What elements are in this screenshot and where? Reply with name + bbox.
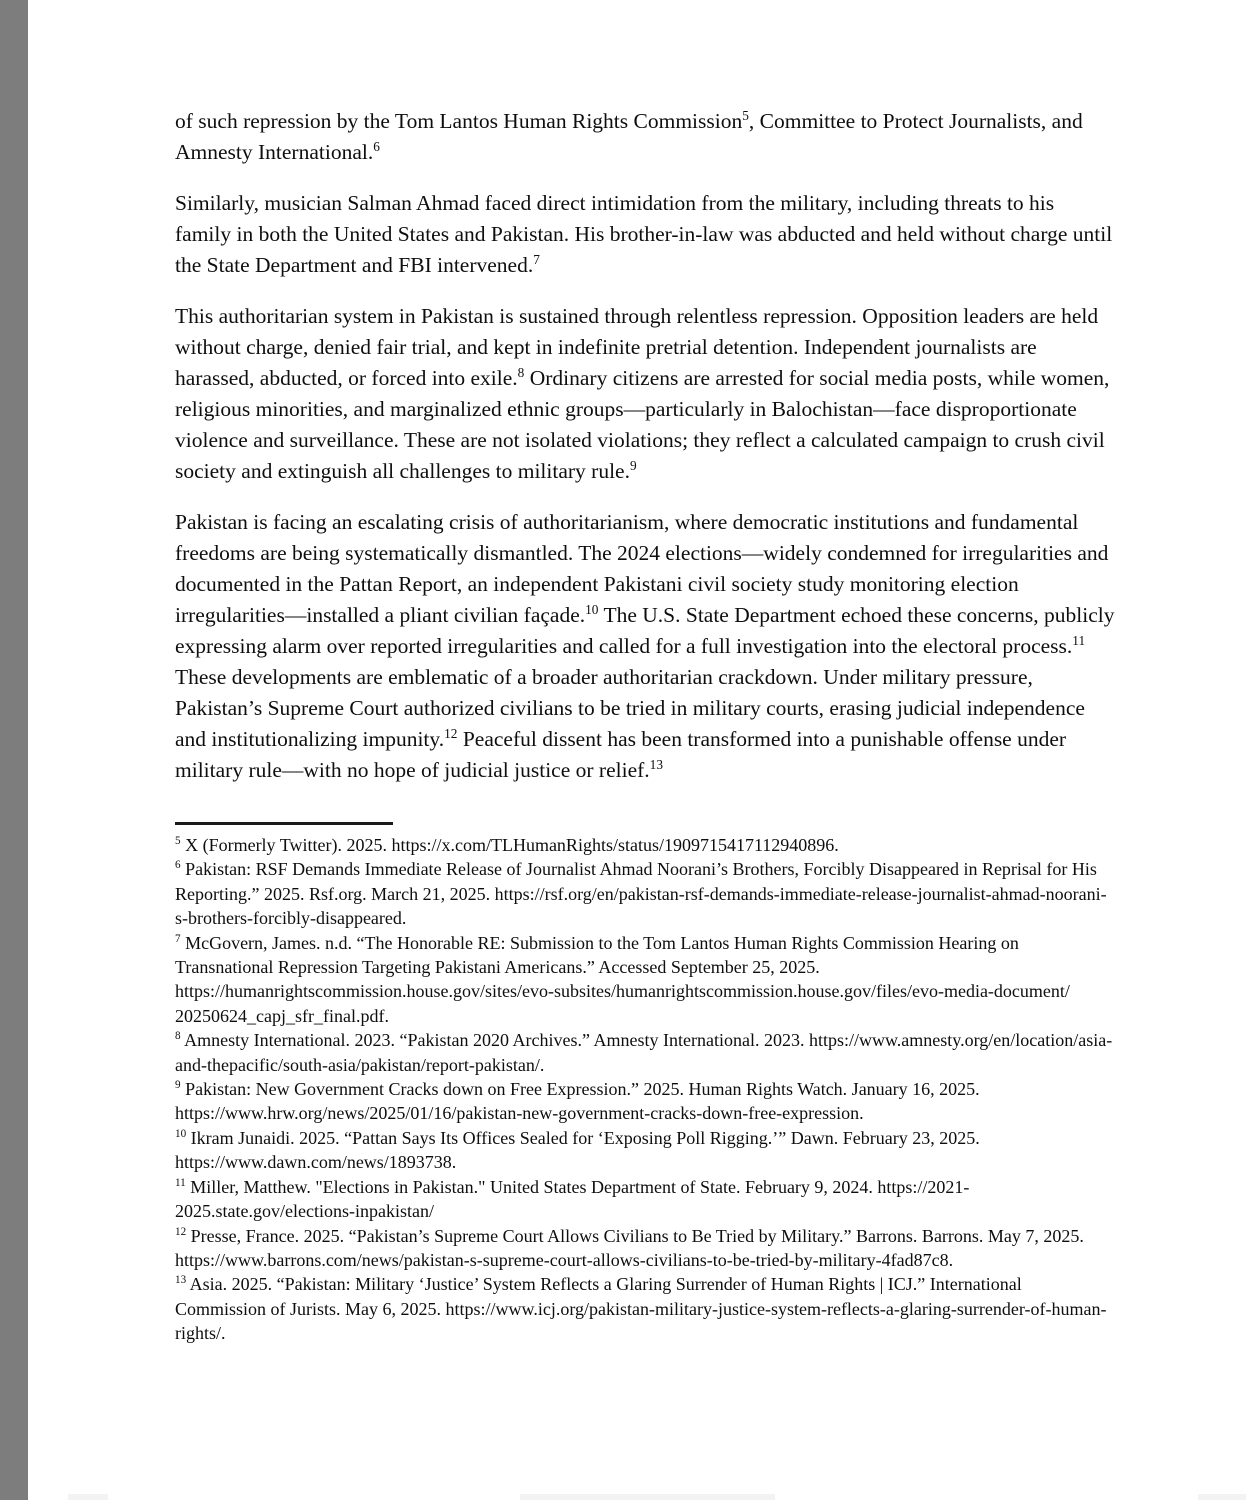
footnote-number: 7 [175, 932, 181, 945]
footnote-ref: 8 [517, 364, 525, 380]
footnote-ref: 5 [742, 107, 749, 123]
footnote-number: 5 [175, 835, 181, 847]
footnote-ref: 13 [649, 756, 663, 772]
body-text-run: Similarly, musician Salman Ahmad faced direct intimidation from the military, including threats to his family in both the United States and Pakistan. His brother-in-law was abducted and held without charge until the State Department and FBI intervened. [175, 191, 1113, 277]
footnote-number: 12 [175, 1225, 187, 1238]
body-text-run: Peaceful dissent has been transformed into a punishable offense under military rule—with no hope of judicial justice or relief. [175, 727, 1067, 782]
footnote-ref: 7 [533, 251, 540, 267]
body-text-run: These developments are emblematic of a broader authoritarian crackdown. Under military pressure, Pakistan’s Supreme Court authorized civilians to be tried in military courts, erasing judicial independence and institutionalizing impunity. [175, 665, 1085, 751]
body-text-run: This authoritarian system in Pakistan is sustained through relentless repression. Opposition leaders are held without charge, denied fair trial, and kept in indefinite pretrial detention. Independent journalists are harassed, abducted, or forced into exile. [175, 304, 1099, 390]
footnote-ref: 9 [629, 457, 637, 473]
footnote-number: 9 [175, 1079, 181, 1092]
footnote-number: 6 [175, 859, 181, 872]
footnote-ref: 6 [373, 138, 380, 154]
body-paragraph [175, 106, 1115, 168]
footnote-item: $^{11}$ Miller, Matthew. "Elections in Pakistan." United States Department of State. February 9, 2024. https://2021-2025.state.gov/elections-inpakistan/ [175, 1176, 970, 1222]
footnote-item: $^{10}$ Ikram Junaidi. 2025. “Pattan Says Its Offices Sealed for ‘Exposing Poll Rigging.’” Dawn. February 23, 2025. https://www.dawn.com/news/1893738. [175, 1127, 980, 1173]
bottom-artifact [1198, 1494, 1246, 1500]
bottom-artifact [68, 1494, 108, 1500]
left-gutter-bar [0, 0, 28, 1500]
footnote-ref: 10 [585, 601, 599, 617]
footnote-item: $^8$ Amnesty International. 2023. “Pakistan 2020 Archives.” Amnesty International. 2023. https://www.amnesty.org/en/location/asia-and-thepacific/south-asia/pakistan/report-pakistan/. [175, 1030, 1113, 1075]
document-page [175, 0, 1115, 1346]
body-text-run: The U.S. State Department echoed these concerns, publicly expressing alarm over reported irregularities and called for a full investigation into the electoral process. [175, 603, 1115, 658]
bottom-artifact [520, 1494, 775, 1500]
footnote-item: $^9$ Pakistan: New Government Cracks down on Free Expression.” 2025. Human Rights Watch. January 16, 2025. https://www.hrw.org/news/2025/01/16/pakistan-new-government-cracks-down-free-expression. [175, 1079, 980, 1124]
footnote-item: $^6$ Pakistan: RSF Demands Immediate Release of Journalist Ahmad Noorani’s Brothers, Forcibly Disappeared in Reprisal for His Reporting.” 2025. Rsf.org. March 21, 2025. https://rsf.org/en/pakistan-rsf-demands-immediate-release-journalist-ahmad-noorani-s-brothers-forcibly-disappeared. [175, 859, 1107, 929]
body-paragraphs [175, 106, 1115, 786]
footnote-ref: 11 [1072, 632, 1086, 648]
body-text-run: Ordinary citizens are arrested for social media posts, while women, religious minorities, and marginalized ethnic groups—particularly in Balochistan—face disproportionate violence and surveillance. These are not isolated violations; they reflect a calculated campaign to crush civil society and extinguish all challenges to military rule. [175, 366, 1110, 483]
footnote-item: $^7$ McGovern, James. n.d. “The Honorable RE: Submission to the Tom Lantos Human Rights Commission Hearing on Transnational Repression Targeting Pakistani Americans.” Accessed September 25, 2025. https://humanrightscommission.house.gov/sites/evo-subsites/humanrightscommission.house.gov/files/evo-media-document/ 20250624_capj_sfr_final.pdf. [175, 932, 1070, 1026]
body-text-run: of such repression by the Tom Lantos Human Rights Commission [175, 109, 743, 133]
footnote-ref: 12 [444, 725, 458, 741]
footnote-separator [175, 822, 393, 825]
body-text-run: , Committee to Protect Journalists, and Amnesty International. [175, 109, 1083, 164]
footnote-number: 8 [175, 1030, 181, 1043]
footnote-number: 11 [175, 1176, 186, 1189]
body-paragraph [175, 507, 1115, 786]
body-paragraph [175, 301, 1115, 487]
footnote-item: $^{12}$ Presse, France. 2025. “Pakistan’s Supreme Court Allows Civilians to Be Tried by Military.” Barrons. Barrons. May 7, 2025. https://www.barrons.com/news/pakistan-s-supreme-court-allows-civilians-to-be-tried-by-military-4fad87c8. [175, 1225, 1084, 1270]
footnotes-list [175, 833, 1115, 1346]
footnote-item: $^5$ X (Formerly Twitter). 2025. https://x.com/TLHumanRights/status/1909715417112940896. [175, 835, 839, 855]
footnote-item: $^{13}$ Asia. 2025. “Pakistan: Military ‘Justice’ System Reflects a Glaring Surrender of Human Rights | ICJ.” International Commission of Jurists. May 6, 2025. https://www.icj.org/pakistan-military-justice-system-reflects-a-glaring-surrender-of-human-rights/. [175, 1274, 1107, 1344]
footnote-number: 13 [175, 1274, 187, 1287]
body-paragraph [175, 188, 1115, 281]
footnote-number: 10 [175, 1127, 187, 1140]
body-text-run: Pakistan is facing an escalating crisis of authoritarianism, where democratic institutions and fundamental freedoms are being systematically dismantled. The 2024 elections—widely condemned for irregularities and documented in the Pattan Report, an independent Pakistani civil society study monitoring election irregularities—installed a pliant civilian façade. [175, 510, 1109, 627]
